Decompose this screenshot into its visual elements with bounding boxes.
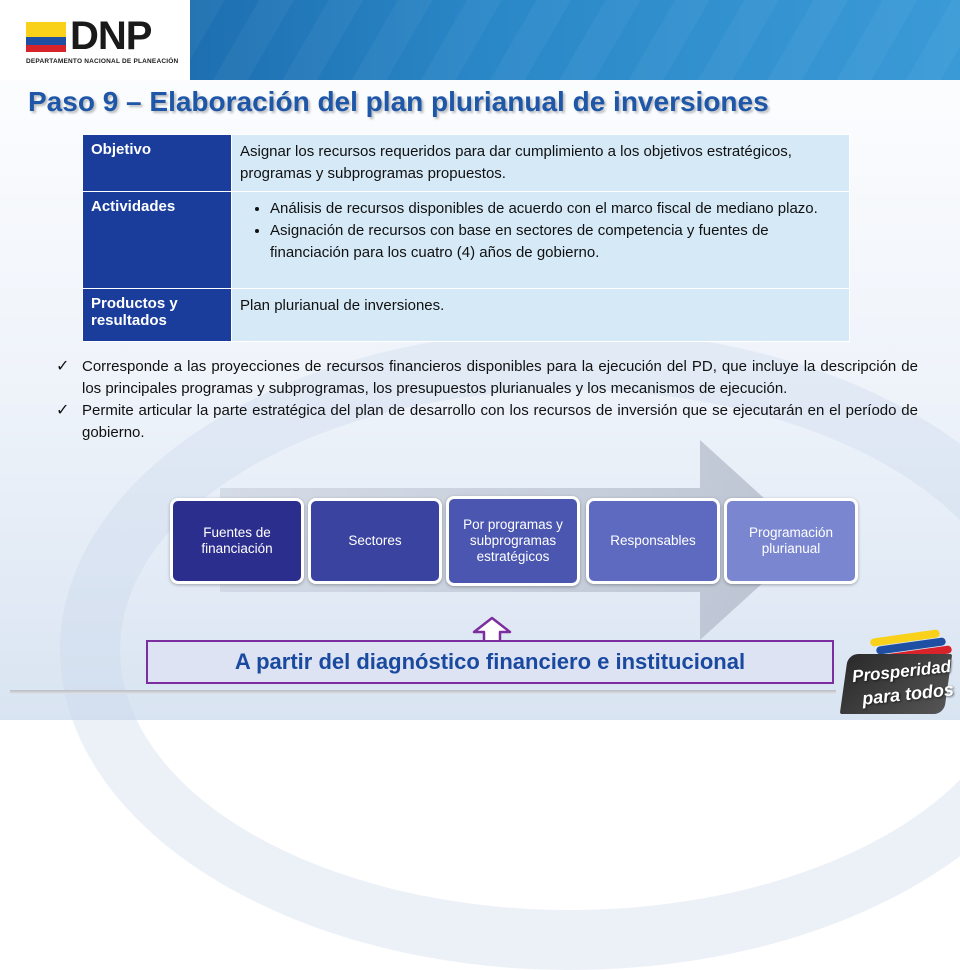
table-row-objetivo	[83, 135, 850, 192]
check-item	[48, 356, 918, 400]
table-value: Plan plurianual de inversiones.	[232, 289, 850, 342]
list-item: • Análisis de recursos disponibles de acuerdo con el marco fiscal de mediano plazo.	[270, 198, 841, 220]
step-responsables	[586, 498, 720, 584]
header	[0, 0, 960, 80]
step-label: Fuentes de financiación	[201, 525, 273, 556]
table-value: Asignar los recursos requeridos para dar cumplimiento a los objetivos estratégicos, programas y subprogramas propuestos.	[232, 135, 850, 192]
step-programas	[446, 496, 580, 586]
colombia-flag-icon	[26, 22, 66, 52]
step-label: Programación plurianual	[748, 525, 834, 556]
info-table	[82, 134, 850, 342]
checklist	[48, 356, 918, 444]
table-label: Productos y resultados	[83, 289, 232, 342]
check-item	[48, 400, 918, 444]
dnp-logo	[26, 14, 186, 70]
step-label: Sectores	[348, 533, 402, 548]
step-label: Por programas y subprogramas estratégicos	[463, 517, 563, 564]
table-label: Objetivo	[83, 135, 232, 192]
footer-banner	[146, 640, 834, 684]
table-label: Actividades	[83, 192, 232, 289]
activities-list	[240, 198, 841, 264]
table-row-actividades	[83, 192, 850, 289]
step-programacion-plurianual	[724, 498, 858, 584]
brand-text-line1: Prosperidad	[851, 656, 952, 687]
step-sectores	[308, 498, 442, 584]
table-row-productos	[83, 289, 850, 342]
table-value	[232, 192, 850, 289]
step-label: Responsables	[610, 533, 696, 548]
footer-text: A partir del diagnóstico financiero e institucional	[234, 649, 746, 674]
logo-text: DNP	[70, 14, 152, 58]
bottom-divider	[10, 690, 836, 694]
checkmark-icon: ✓	[56, 358, 70, 375]
list-item: • Asignación de recursos con base en sectores de competencia y fuentes de financiación para los cuatro (4) años de gobierno.	[270, 220, 841, 264]
brand-text-line2: para todos	[861, 679, 955, 709]
check-text: Permite articular la parte estratégica del plan de desarrollo con los recursos de inversión que se ejecutarán en el período de gobierno.	[82, 402, 918, 441]
step-fuentes-financiacion	[170, 498, 304, 584]
check-text: Corresponde a las proyecciones de recursos financieros disponibles para la ejecución del PD, que incluye la descripción de los principales programas y subprogramas, los presupuestos plurianuales y los mecanismos de ejecución.	[82, 358, 918, 397]
page-title: Paso 9 – Elaboración del plan plurianual de inversiones	[28, 86, 769, 117]
logo-subtitle: DEPARTAMENTO NACIONAL DE PLANEACIÓN	[26, 58, 179, 65]
prosperidad-logo	[840, 630, 955, 716]
header-band-texture	[190, 0, 960, 80]
checkmark-icon: ✓	[56, 402, 70, 419]
